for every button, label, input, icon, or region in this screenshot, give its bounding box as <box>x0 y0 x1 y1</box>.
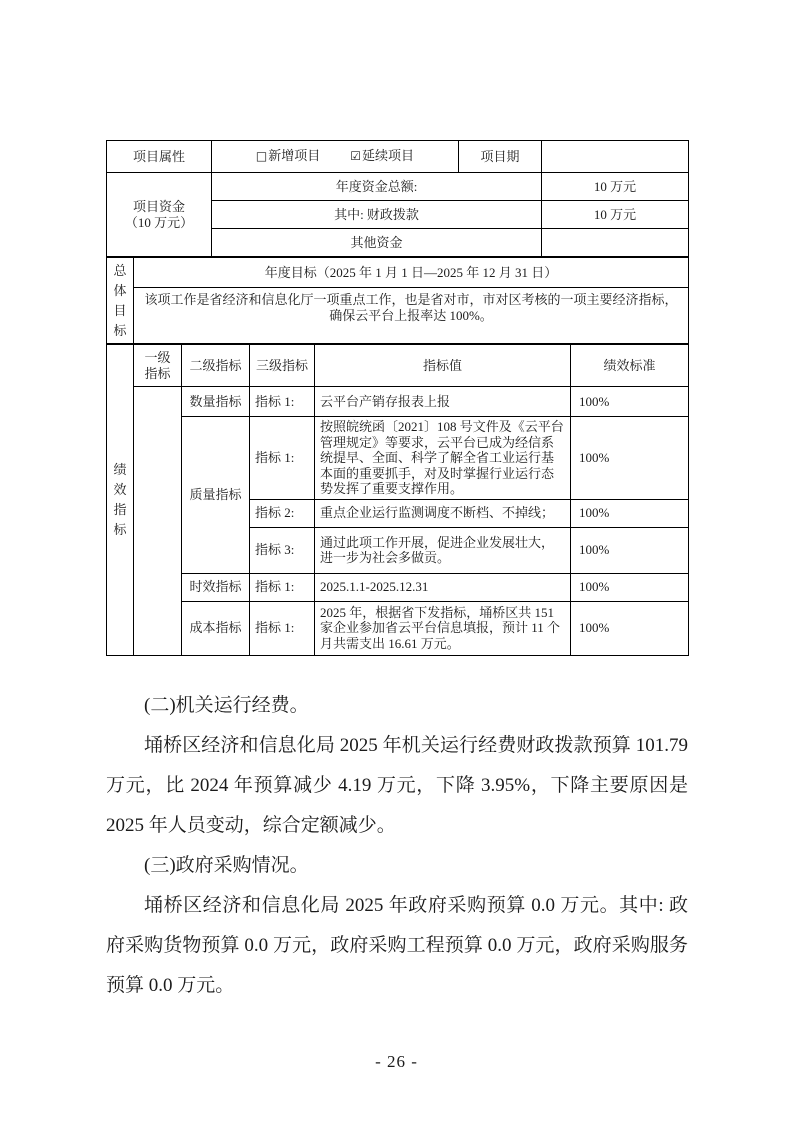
indicator-no: 指标 3: <box>250 527 315 573</box>
other-funds-value <box>542 229 689 257</box>
funding-label-line2: （10 万元） <box>124 214 194 230</box>
header-indicator-value: 指标值 <box>315 345 571 387</box>
performance-header-row <box>107 345 689 387</box>
header-level1: 一级指标 <box>134 345 182 387</box>
section2-heading: (二)机关运行经费。 <box>144 694 309 716</box>
table-row <box>107 141 689 173</box>
table-row <box>107 288 689 344</box>
performance-section-label: 绩效指标 <box>107 345 134 656</box>
checkbox-checked-icon: ☑ <box>350 149 362 164</box>
annual-total-value: 10 万元 <box>542 173 689 201</box>
body-text <box>106 686 688 1006</box>
fiscal-allocation-value: 10 万元 <box>542 201 689 229</box>
indicator-value: 重点企业运行监测调度不断档、不掉线； <box>315 499 571 527</box>
overall-goal-table <box>106 257 689 344</box>
indicator-value: 2025.1.1-2025.12.31 <box>315 573 571 601</box>
annual-total-label: 年度资金总额: <box>212 173 542 201</box>
indicator-standard: 100% <box>571 573 689 601</box>
new-project-option <box>256 148 320 165</box>
project-attribute-label: 项目属性 <box>107 141 212 173</box>
indicator-standard: 100% <box>571 417 689 500</box>
indicator-no: 指标 1: <box>250 417 315 500</box>
table-row <box>107 258 689 288</box>
indicator-no: 指标 1: <box>250 387 315 417</box>
performance-indicator-table <box>106 344 689 656</box>
continue-project-option <box>350 148 414 165</box>
fiscal-allocation-label: 其中: 财政拨款 <box>212 201 542 229</box>
project-attribute-checkboxes <box>212 141 459 173</box>
project-period-value <box>542 141 689 173</box>
indicator-standard: 100% <box>571 499 689 527</box>
page-number: - 26 - <box>375 1052 418 1071</box>
level2-timeliness: 时效指标 <box>182 573 250 601</box>
level2-quality: 质量指标 <box>182 417 250 574</box>
header-level2: 二级指标 <box>182 345 250 387</box>
header-level3: 三级指标 <box>250 345 315 387</box>
indicator-no: 指标 1: <box>250 573 315 601</box>
indicator-no: 指标 2: <box>250 499 315 527</box>
project-attribute-funding-table <box>106 140 689 257</box>
section2-paragraph: 埇桥区经济和信息化局 2025 年机关运行经费财政拨款预算 101.79 万元，比 2024 年预算减少 4.19 万元，下降 3.95%，下降主要原因是 2025 年人员变动，综合定额减少。 <box>106 734 688 836</box>
table-row <box>107 173 689 201</box>
indicator-value: 通过此项工作开展，促进企业发展壮大，进一步为社会多做贡。 <box>315 527 571 573</box>
section3-paragraph: 埇桥区经济和信息化局 2025 年政府采购预算 0.0 万元。其中: 政府采购货物预算 0.0 万元，政府采购工程预算 0.0 万元，政府采购服务预算 0.0 万元。 <box>106 894 688 996</box>
annual-goal-description: 该项工作是省经济和信息化厅一项重点工作，也是省对市，市对区考核的一项主要经济指标，确保云平台上报率达 100%。 <box>134 288 689 344</box>
page-content <box>106 140 688 1006</box>
indicator-value: 2025 年，根据省下发指标，埇桥区共 151 家企业参加省云平台信息填报，预计 11 个月共需支出 16.61 万元。 <box>315 601 571 655</box>
table-row <box>107 387 689 417</box>
continue-project-label: 延续项目 <box>362 148 415 164</box>
table-row <box>107 601 689 655</box>
indicator-value: 按照皖统函〔2021〕108 号文件及《云平台管理规定》等要求，云平台已成为经信系统提早、全面、科学了解全省工业运行基本面的重要抓手，对及时掌握行业运行态势发挥了重要支撑作用。 <box>315 417 571 500</box>
new-project-label: 新增项目 <box>268 148 321 164</box>
indicator-standard: 100% <box>571 527 689 573</box>
indicator-no: 指标 1: <box>250 601 315 655</box>
indicator-value: 云平台产销存报表上报 <box>315 387 571 417</box>
checkbox-unchecked-icon: □ <box>255 149 268 164</box>
table-row <box>107 417 689 500</box>
level1-empty-cell <box>134 387 182 656</box>
level2-quantity: 数量指标 <box>182 387 250 417</box>
funding-label-line1: 项目资金 <box>132 199 185 214</box>
project-period-label: 项目期 <box>459 141 542 173</box>
indicator-standard: 100% <box>571 387 689 417</box>
project-funding-label <box>107 173 212 257</box>
indicator-standard: 100% <box>571 601 689 655</box>
annual-goal-title: 年度目标（2025 年 1 月 1 日—2025 年 12 月 31 日） <box>134 258 689 288</box>
level2-cost: 成本指标 <box>182 601 250 655</box>
header-standard: 绩效标准 <box>571 345 689 387</box>
table-row <box>107 573 689 601</box>
other-funds-label: 其他资金 <box>212 229 542 257</box>
overall-goal-label: 总体目标 <box>107 258 134 344</box>
section3-heading: (三)政府采购情况。 <box>144 854 309 876</box>
